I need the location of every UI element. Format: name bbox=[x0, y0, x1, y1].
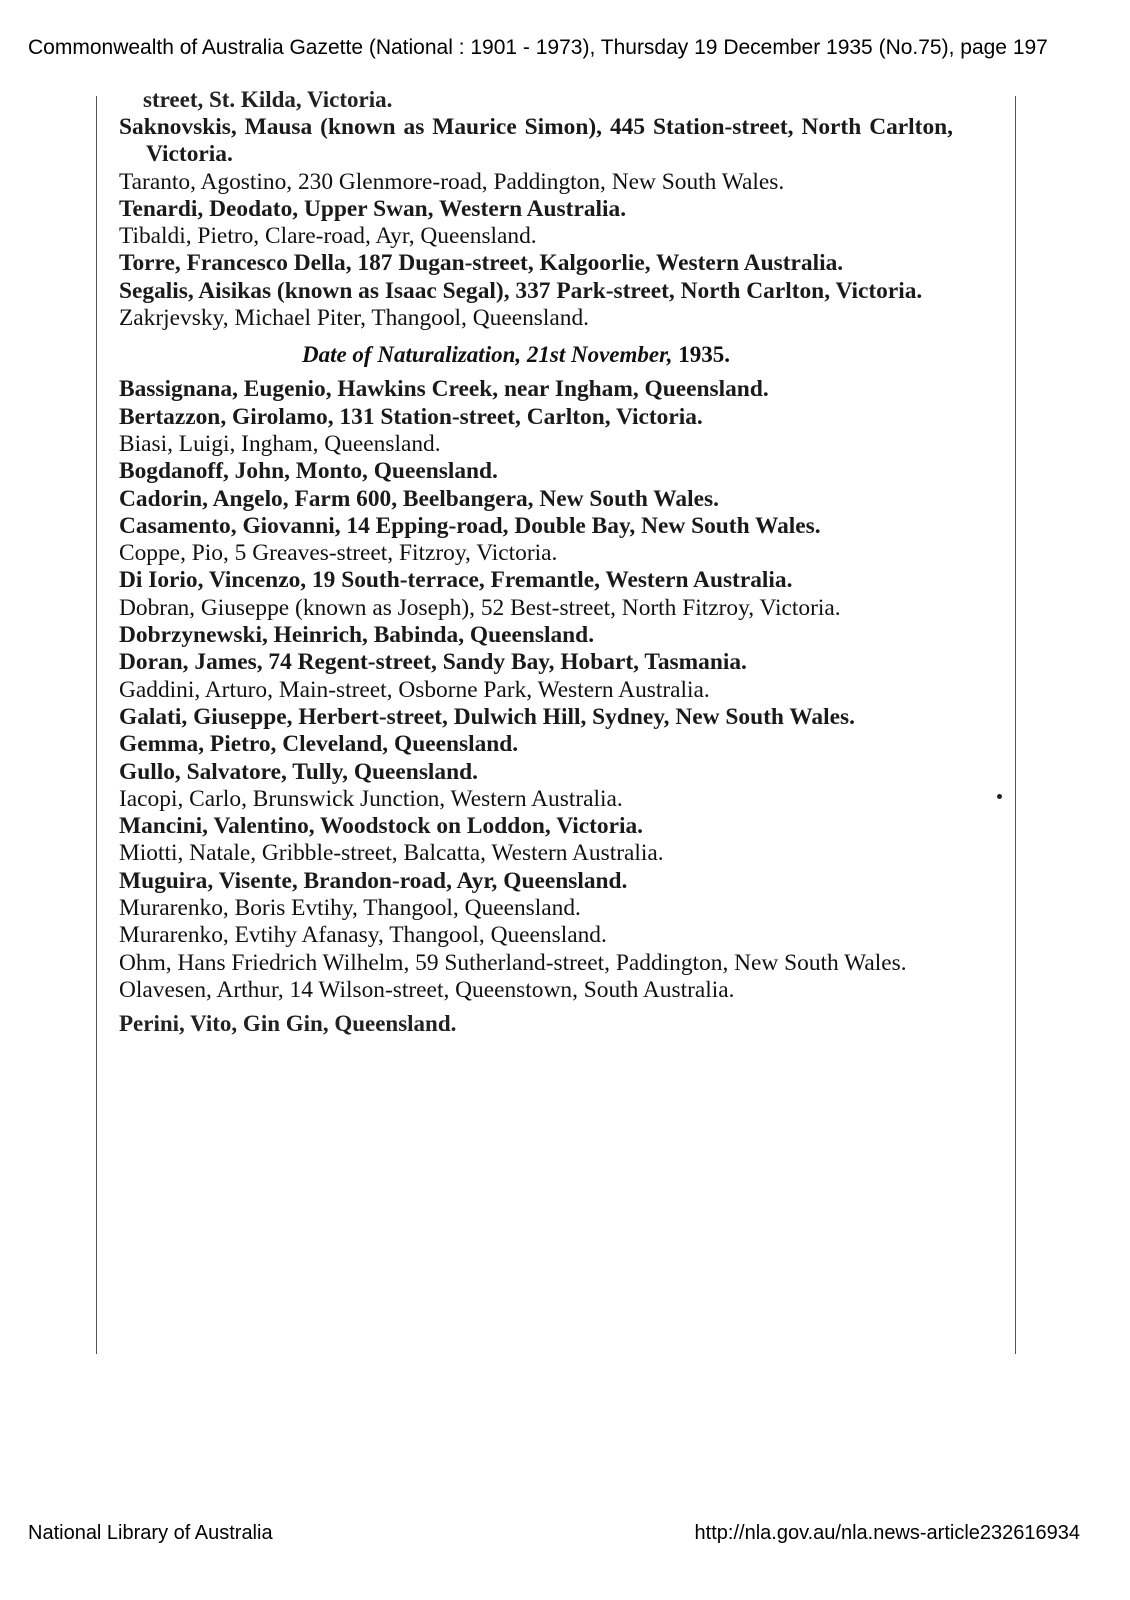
page-citation-header: Commonwealth of Australia Gazette (National : 1901 - 1973), Thursday 19 December 1935 (No.75), page 197 bbox=[28, 36, 1048, 59]
list-entry: Dobrzynewski, Heinrich, Babinda, Queensland. bbox=[119, 622, 595, 649]
list-entry: Mancini, Valentino, Woodstock on Loddon, Victoria. bbox=[119, 813, 644, 840]
section-heading-year: 1935. bbox=[678, 342, 731, 368]
section-heading-date: Date of Naturalization, 21st November, bbox=[301, 342, 673, 368]
list-entry: Casamento, Giovanni, 14 Epping-road, Double Bay, New South Wales. bbox=[119, 512, 821, 539]
newspaper-clipping bbox=[96, 87, 1016, 1354]
list-entry: Segalis, Aisikas (known as Isaac Segal), 337 Park-street, North Carlton, Victoria. bbox=[119, 277, 923, 304]
list-entry: Miotti, Natale, Gribble-street, Balcatta, Western Australia. bbox=[119, 840, 664, 867]
list-entry: Galati, Giuseppe, Herbert-street, Dulwich Hill, Sydney, New South Wales. bbox=[119, 703, 855, 730]
list-entry: Tenardi, Deodato, Upper Swan, Western Australia. bbox=[119, 195, 627, 222]
list-entry: Bassignana, Eugenio, Hawkins Creek, near Ingham, Queensland. bbox=[119, 376, 769, 403]
list-entry: Tibaldi, Pietro, Clare-road, Ayr, Queensland. bbox=[119, 223, 537, 250]
list-entry: Dobran, Giuseppe (known as Joseph), 52 Best-street, North Fitzroy, Victoria. bbox=[119, 594, 841, 621]
footer-publisher: National Library of Australia bbox=[28, 1522, 273, 1544]
list-entry: Gemma, Pietro, Cleveland, Queensland. bbox=[119, 731, 519, 758]
list-entry: Gaddini, Arturo, Main-street, Osborne Park, Western Australia. bbox=[119, 676, 710, 703]
list-entry: Murarenko, Evtihy Afanasy, Thangool, Queensland. bbox=[119, 922, 607, 949]
list-entry: Murarenko, Boris Evtihy, Thangool, Queensland. bbox=[119, 895, 581, 922]
list-entry: Bogdanoff, John, Monto, Queensland. bbox=[119, 458, 498, 485]
list-entry: Doran, James, 74 Regent-street, Sandy Bay, Hobart, Tasmania. bbox=[119, 649, 747, 676]
list-entry: Saknovskis, Mausa (known as Maurice Simon), 445 Station-street, North Carlton, Victoria. bbox=[119, 114, 953, 168]
top-cut-text: street, St. Kilda, Victoria. bbox=[143, 87, 393, 112]
list-entry: Biasi, Luigi, Ingham, Queensland. bbox=[119, 430, 441, 457]
bottom-cut-text: Perini, Vito, Gin Gin, Queensland. bbox=[119, 1011, 457, 1037]
list-entry: Zakrjevsky, Michael Piter, Thangool, Queensland. bbox=[119, 305, 590, 332]
naturalization-list bbox=[97, 110, 1015, 1037]
list-entry: Cadorin, Angelo, Farm 600, Beelbangera, New South Wales. bbox=[119, 485, 719, 512]
list-entry: Muguira, Visente, Brandon-road, Ayr, Queensland. bbox=[119, 867, 628, 894]
list-entry: Ohm, Hans Friedrich Wilhelm, 59 Sutherland-street, Paddington, New South Wales. bbox=[119, 949, 907, 976]
list-entry: Torre, Francesco Della, 187 Dugan-street, Kalgoorlie, Western Australia. bbox=[119, 250, 844, 277]
footer-article-url[interactable]: http://nla.gov.au/nla.news-article232616934 bbox=[694, 1522, 1080, 1544]
list-entry: Bertazzon, Girolamo, 131 Station-street, Carlton, Victoria. bbox=[119, 403, 703, 430]
list-entry: Olavesen, Arthur, 14 Wilson-street, Queenstown, South Australia. bbox=[119, 976, 735, 1003]
margin-dot bbox=[997, 794, 1002, 799]
list-entry: Gullo, Salvatore, Tully, Queensland. bbox=[119, 758, 478, 785]
section-heading bbox=[119, 342, 953, 368]
list-entry: Coppe, Pio, 5 Greaves-street, Fitzroy, Victoria. bbox=[119, 540, 558, 567]
list-entry: Di Iorio, Vincenzo, 19 South-terrace, Fremantle, Western Australia. bbox=[119, 567, 793, 594]
list-entry: Iacopi, Carlo, Brunswick Junction, Western Australia. bbox=[119, 785, 623, 812]
list-entry: Taranto, Agostino, 230 Glenmore-road, Paddington, New South Wales. bbox=[119, 168, 785, 195]
